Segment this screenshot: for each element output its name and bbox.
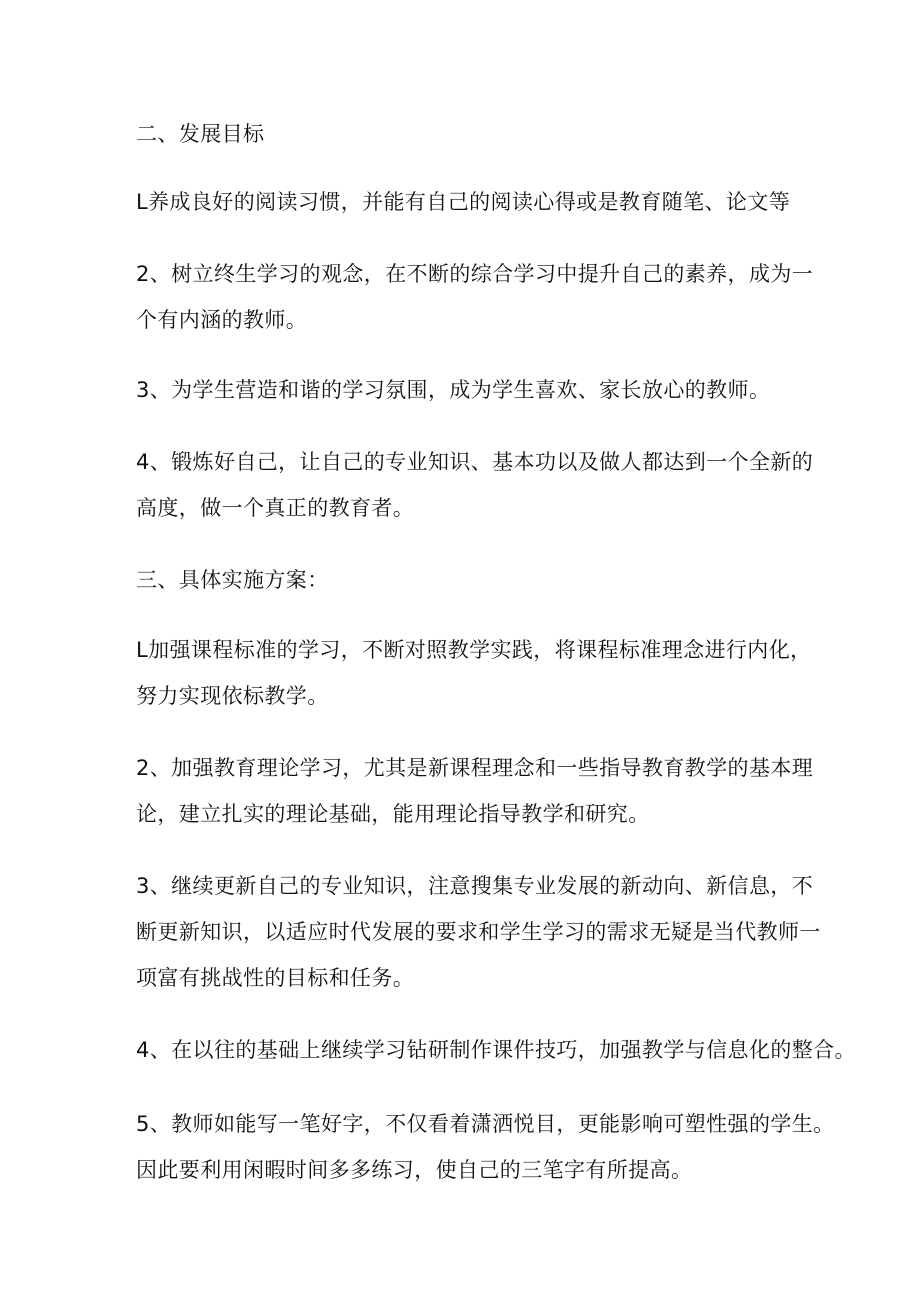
paragraph-line: 2、树立终生学习的观念，在不断的综合学习中提升自己的素养，成为一 (136, 262, 814, 286)
plan-item-2 (136, 745, 814, 837)
paragraph-line: 3、继续更新自己的专业知识，注意搜集专业发展的新动向、新信息，不 (136, 874, 814, 898)
paragraph-line: 个有内涵的教师。 (136, 308, 308, 332)
section-heading-goals (136, 111, 796, 157)
plan-item-3 (136, 863, 821, 1001)
section-heading-plan (136, 557, 796, 603)
paragraph-line: 4、在以往的基础上继续学习钻研制作课件技巧，加强教学与信息化的整合。 (136, 1038, 856, 1062)
paragraph-line: L养成良好的阅读习惯，并能有自己的阅读心得或是教育随笔、论文等 (136, 190, 791, 214)
paragraph-line: 因此要利用闲暇时间多多练习，使自己的三笔字有所提高。 (136, 1158, 693, 1182)
heading-line: 三、具体实施方案： (136, 568, 329, 592)
paragraph-line: 4、锻炼好自己，让自己的专业知识、基本功以及做人都达到一个全新的 (136, 450, 814, 474)
paragraph-line: 断更新知识，以适应时代发展的要求和学生学习的需求无疑是当代教师一 (136, 920, 821, 944)
paragraph-line: 3、为学生营造和谐的学习氛围，成为学生喜欢、家长放心的教师。 (136, 378, 771, 402)
paragraph-line: 2、加强教育理论学习，尤其是新课程理念和一些指导教育教学的基本理 (136, 756, 814, 780)
paragraph-line: 努力实现依标教学。 (136, 684, 329, 708)
goal-item-4 (136, 439, 814, 531)
paragraph-line: 5、教师如能写一笔好字，不仅看着潇洒悦目，更能影响可塑性强的学生。 (136, 1112, 835, 1136)
heading-line: 二、发展目标 (136, 122, 265, 146)
paragraph-line: 高度，做一个真正的教育者。 (136, 496, 415, 520)
goal-item-3 (136, 367, 796, 413)
paragraph-line: 项富有挑战性的目标和任务。 (136, 966, 415, 990)
goal-item-2 (136, 251, 814, 343)
goal-item-1 (136, 179, 796, 225)
plan-item-5 (136, 1101, 835, 1193)
plan-item-1 (136, 627, 812, 719)
paragraph-line: 论，建立扎实的理论基础，能用理论指导教学和研究。 (136, 802, 650, 826)
plan-item-4 (136, 1027, 856, 1073)
paragraph-line: L加强课程标准的学习，不断对照教学实践，将课程标准理念进行内化， (136, 638, 812, 662)
